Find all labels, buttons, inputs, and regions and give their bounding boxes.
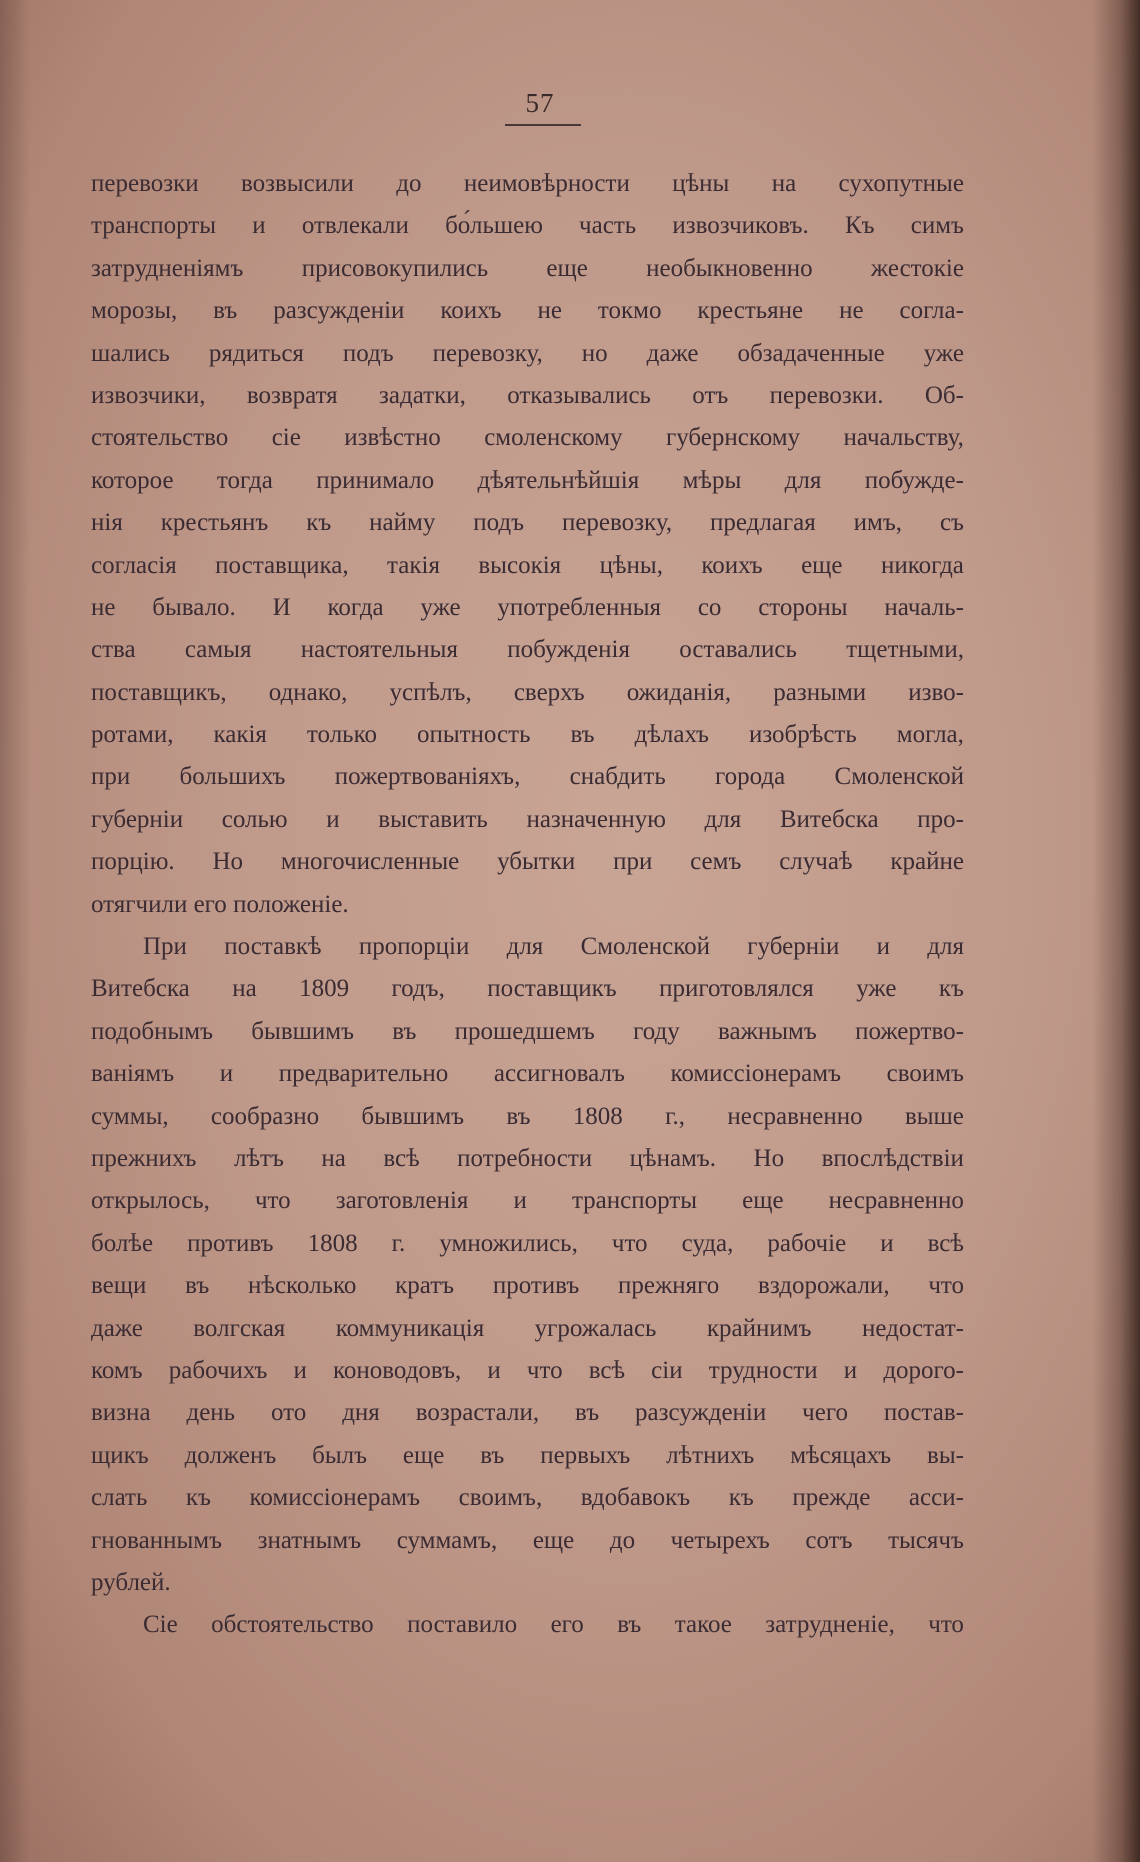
text-line: рублей. [91,1568,171,1596]
text-line: ротами, какія только опытность въ дѣлахъ изобрѣсть могла, [91,721,964,749]
text-line: суммы, сообразно бывшимъ въ 1808 г., несравненно выше [91,1102,964,1130]
text-line: шались рядиться подъ перевозку, но даже обзадаченные уже [91,339,964,367]
text-line: поставщикъ, однако, успѣлъ, сверхъ ожиданія, разными изво- [91,678,964,706]
text-line: затрудненіямъ присовокупились еще необыкновенно жестокіе [91,254,964,282]
text-line: морозы, въ разсужденіи коихъ не токмо крестьяне не согла- [91,297,964,325]
text-line: согласія поставщика, такія высокія цѣны, коихъ еще никогда [91,551,964,579]
text-line: извозчики, возвратя задатки, отказывались отъ перевозки. Об- [91,381,964,409]
text-line: комъ рабочихъ и коноводовъ, и что всѣ сіи трудности и дорого- [91,1356,964,1384]
text-line: визна день ото дня возрастали, въ разсужденіи чего постав- [91,1399,964,1427]
text-line: губерніи солью и выставить назначенную для Витебска про- [91,805,964,833]
text-line: стоятельство сіе извѣстно смоленскому губернскому начальству, [91,424,964,452]
text-line: щикъ долженъ былъ еще въ первыхъ лѣтнихъ мѣсяцахъ вы- [91,1441,964,1469]
text-line: слать къ комиссіонерамъ своимъ, вдобавокъ къ прежде асси- [91,1484,964,1512]
text-line: вещи въ нѣсколько кратъ противъ прежняго вздорожали, что [91,1272,964,1300]
page-shadow-left [0,0,30,1862]
text-line: отягчили его положеніе. [91,890,349,918]
page-number: 57 [525,88,555,118]
text-line: порцію. Но многочисленные убытки при семъ случаѣ крайне [91,848,964,876]
text-line: гнованнымъ знатнымъ суммамъ, еще до четырехъ сотъ тысячъ [91,1526,964,1554]
text-line: Витебска на 1809 годъ, поставщикъ приготовлялся уже къ [91,975,964,1003]
text-line: даже волгская коммуникація угрожалась крайнимъ недостат- [91,1314,964,1342]
text-line: Сіе обстоятельство поставило его въ такое затрудненіе, что [143,1611,964,1639]
text-line: открылось, что заготовленія и транспорты еще несравненно [91,1187,964,1215]
text-line: которое тогда принимало дѣятельнѣйшія мѣры для побужде- [91,466,964,494]
text-line: прежнихъ лѣтъ на всѣ потребности цѣнамъ. Но впослѣдствіи [91,1144,964,1172]
header-rule [505,124,581,126]
text-line: При поставкѣ пропорціи для Смоленской губерніи и для [143,933,964,961]
body-text [91,163,964,1647]
text-line: подобнымъ бывшимъ въ прошедшемъ году важнымъ пожертво- [91,1017,964,1045]
text-line: ваніямъ и предварительно ассигновалъ комиссіонерамъ своимъ [91,1060,964,1088]
text-line: перевозки возвысили до неимовѣрности цѣны на сухопутные [91,170,964,197]
text-line: нія крестьянъ къ найму подъ перевозку, предлагая имъ, съ [91,509,964,537]
text-line: болѣе противъ 1808 г. умножились, что суда, рабочіе и всѣ [91,1229,964,1257]
page-shadow-right [1092,0,1140,1862]
text-line: ства самыя настоятельныя побужденія оставались тщетными, [91,636,964,664]
text-line: при большихъ пожертвованіяхъ, снабдить города Смоленской [91,763,964,791]
text-line: транспорты и отвлекали бо́льшею часть извозчиковъ. Къ симъ [91,212,964,240]
text-line: не бывало. И когда уже употребленныя со стороны началь- [91,593,964,621]
